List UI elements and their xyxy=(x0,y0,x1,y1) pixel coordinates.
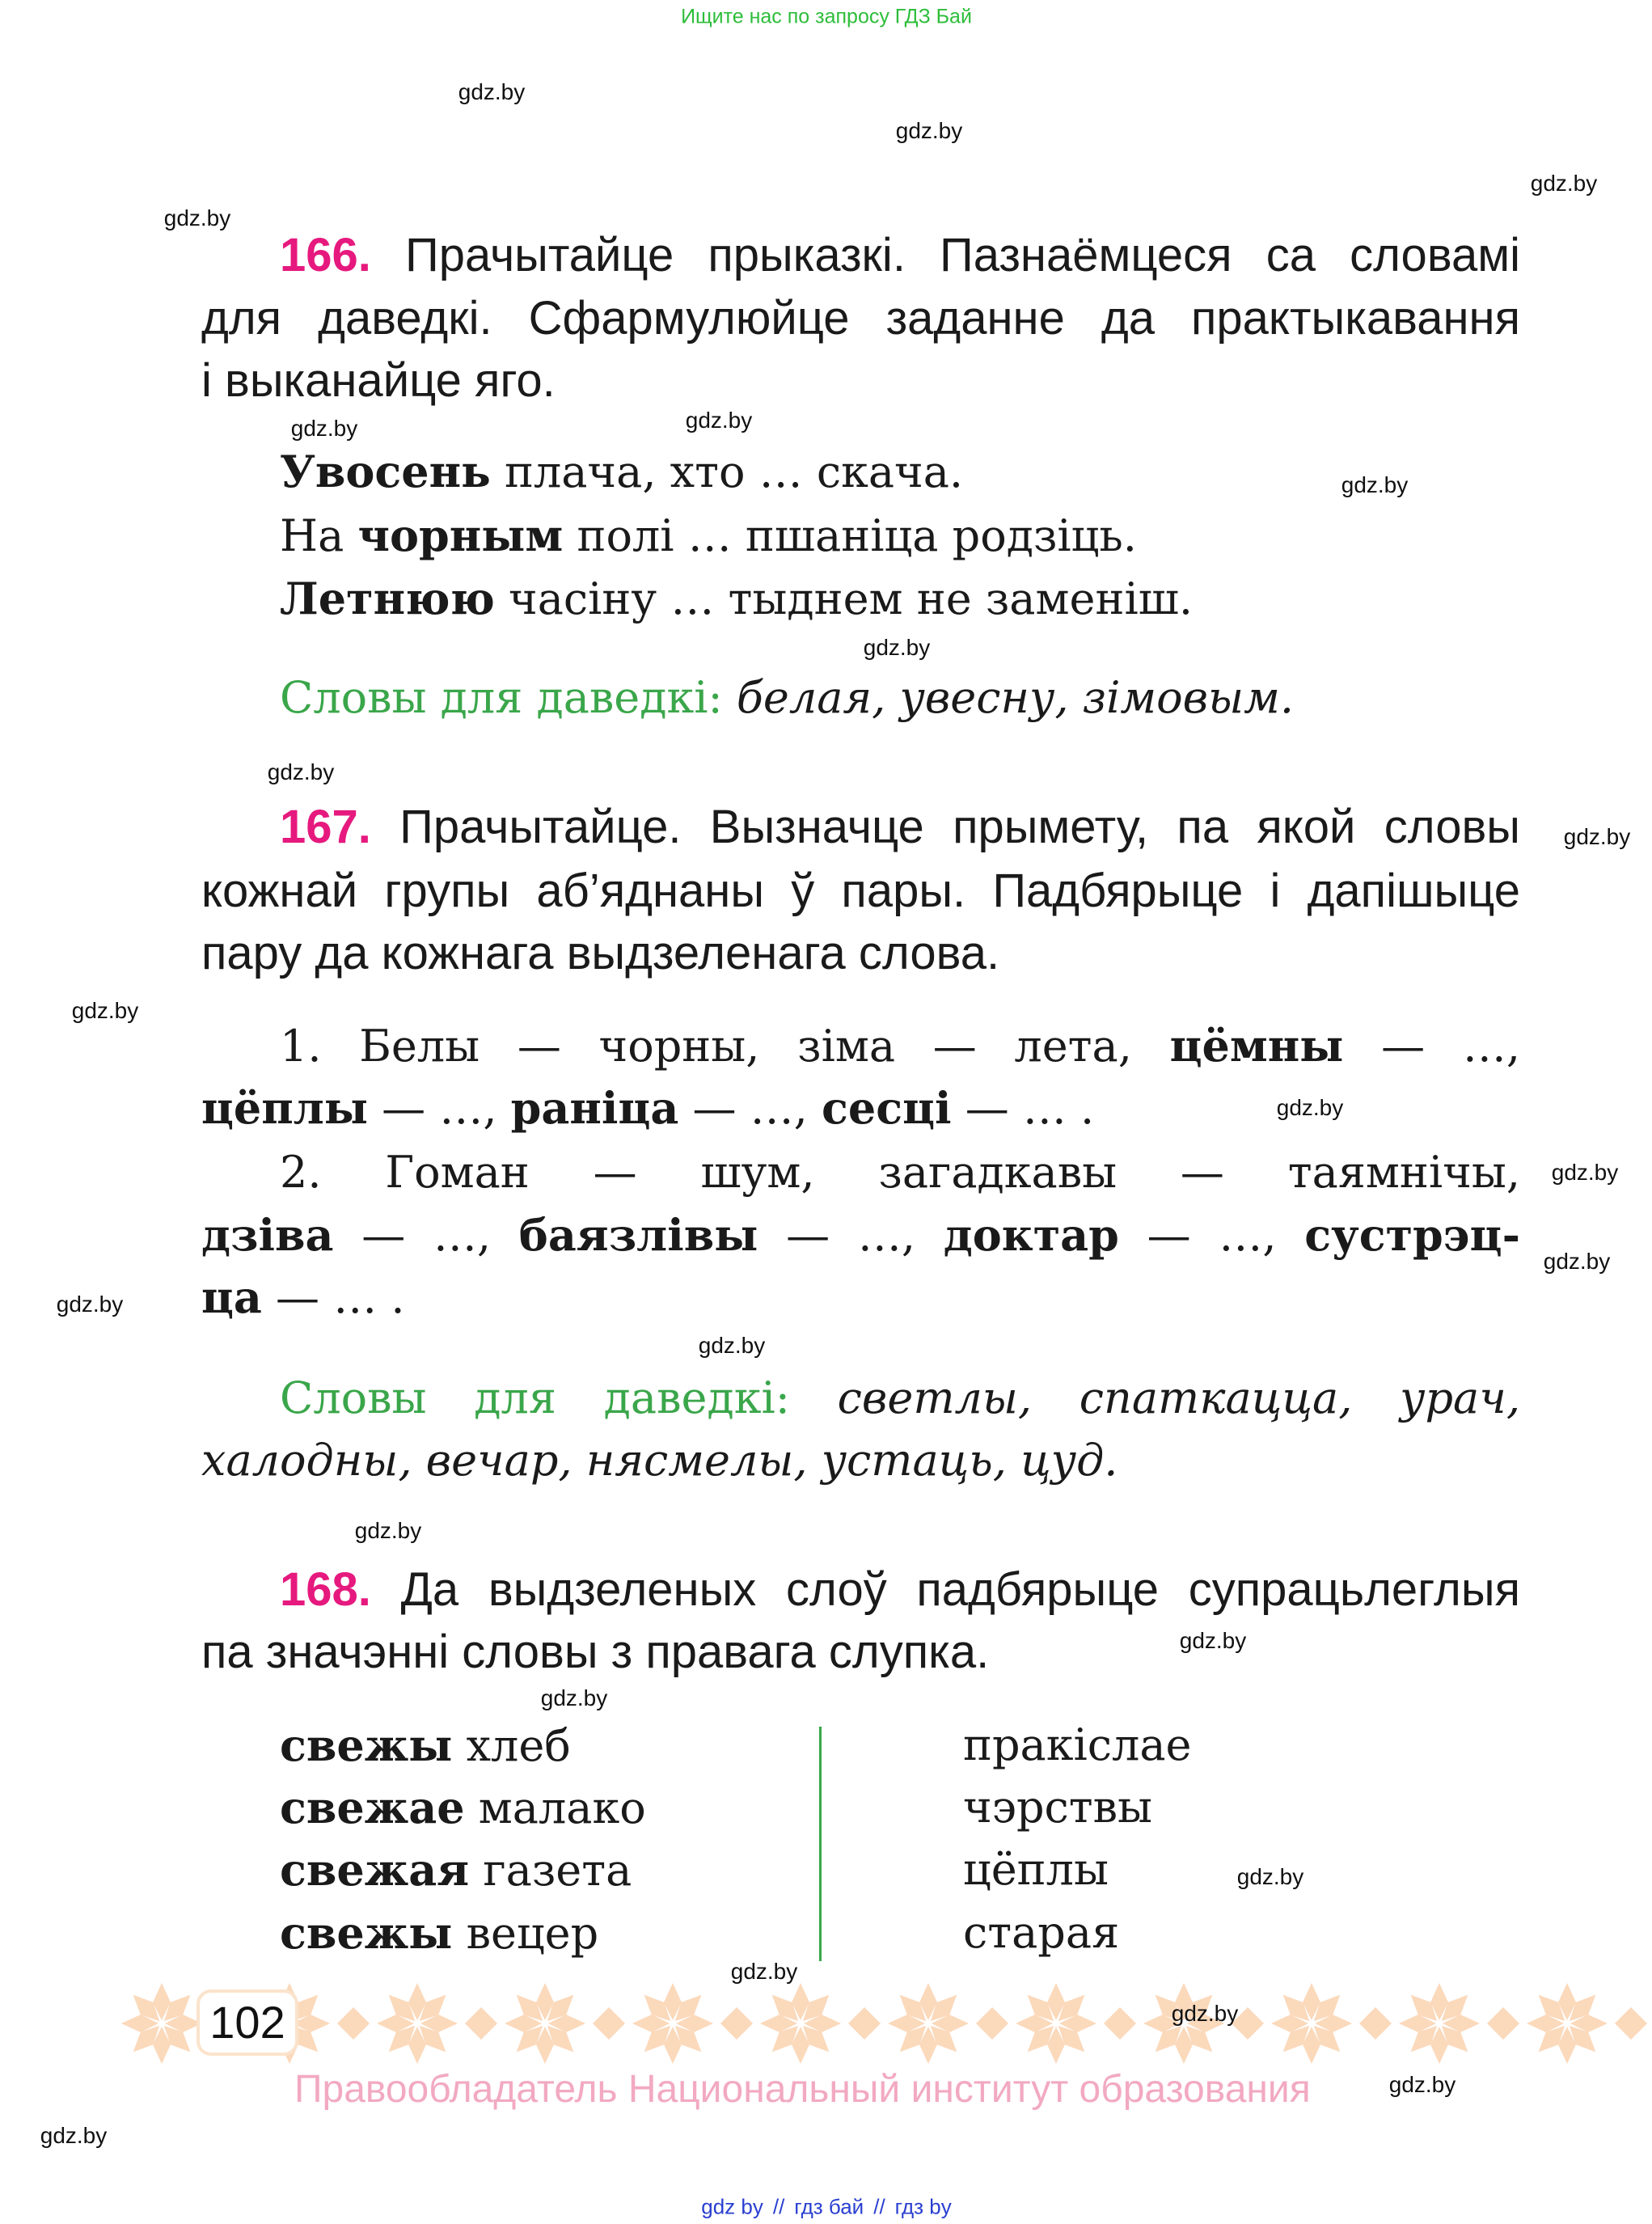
watermark-text: gdz.by xyxy=(354,1518,422,1543)
ornament-diamond-icon xyxy=(976,2007,1008,2040)
text-segment: — … . xyxy=(951,1083,1095,1134)
text-segment: — …, xyxy=(1118,1210,1305,1261)
watermark-text: gdz.by xyxy=(730,1959,798,1984)
reference-words-list: светлы, спаткацца, урач, xyxy=(789,1372,1520,1423)
highlighted-word: Увосень xyxy=(280,446,491,497)
ornament-diamond-icon xyxy=(337,2007,370,2040)
left-column-item xyxy=(280,1844,632,1896)
link-gdz-by[interactable]: gdz by xyxy=(701,2194,763,2219)
watermark-text: gdz.by xyxy=(40,2123,108,2148)
highlighted-word: сустрэц- xyxy=(1304,1209,1520,1261)
exercise-number: 167. xyxy=(280,801,371,853)
bottom-links xyxy=(696,2195,957,2220)
ornament-diamond-icon xyxy=(720,2007,753,2040)
right-column-item: старая xyxy=(963,1907,1120,1958)
word-pairs-line xyxy=(201,1271,405,1323)
reference-label: Словы для даведкі: xyxy=(280,672,723,723)
exercise-number: 168. xyxy=(280,1563,371,1616)
page-number: 102 xyxy=(196,1989,298,2056)
exercise-instruction-line: пару да кожнага выдзеленага слова. xyxy=(201,927,1000,979)
right-column-item: цёплы xyxy=(963,1844,1109,1895)
watermark-text: gdz.by xyxy=(698,1333,766,1358)
text-segment: газета xyxy=(469,1845,632,1896)
highlighted-word: свежая xyxy=(280,1844,470,1896)
ornament-star-icon xyxy=(632,1983,713,2064)
link-gdz-by-2[interactable]: гдз by xyxy=(894,2194,952,2219)
exercise-instruction-line: па значэнні словы з правага слупка. xyxy=(201,1626,990,1678)
text-segment: 2. Гоман — шум, загадкавы — таямнічы, xyxy=(280,1147,1520,1198)
ornament-star-icon xyxy=(888,1983,969,2064)
ornament-star-icon xyxy=(377,1983,458,2064)
separator: // xyxy=(873,2194,885,2219)
watermark-text: gdz.by xyxy=(1543,1249,1611,1274)
ornament-diamond-icon xyxy=(1487,2007,1519,2040)
watermark-text: gdz.by xyxy=(1171,2001,1239,2026)
exercise-instruction-line xyxy=(280,230,1520,281)
ornament-diamond-icon xyxy=(1615,2007,1647,2040)
ornament-star-icon xyxy=(1271,1983,1352,2064)
search-hint-banner: Ищите нас по запросу ГДЗ Бай xyxy=(681,5,972,28)
text-segment: полі … пшаніца родзіць. xyxy=(563,510,1137,561)
exercise-instruction-line: кожнай групы аб’яднаны ў пары. Падбярыце і дапішыце xyxy=(201,865,1520,917)
watermark-text: gdz.by xyxy=(71,998,139,1023)
exercise-instruction-line xyxy=(280,801,1520,853)
ornament-diamond-icon xyxy=(1104,2007,1136,2040)
highlighted-word: свежы xyxy=(280,1719,453,1771)
text-segment: — …, xyxy=(758,1210,944,1261)
highlighted-word: ца xyxy=(201,1271,262,1323)
instruction-text: Прачытайце. Вызначце прымету, па якой словы xyxy=(399,801,1520,853)
text-segment: хлеб xyxy=(452,1720,571,1771)
column-divider xyxy=(819,1727,822,1961)
ornament-diamond-icon xyxy=(593,2007,625,2040)
watermark-text: gdz.by xyxy=(863,635,931,660)
ornament-diamond-icon xyxy=(1359,2007,1392,2040)
watermark-text: gdz.by xyxy=(1563,824,1631,849)
text-segment: — …, xyxy=(1343,1021,1520,1072)
word-pairs-line xyxy=(201,1082,1094,1134)
text-segment: На xyxy=(280,510,358,561)
text-segment: вецер xyxy=(452,1908,599,1959)
word-pairs-line xyxy=(280,1147,1520,1199)
proverb-line xyxy=(280,573,1193,624)
left-column-item xyxy=(280,1782,646,1833)
text-segment: малако xyxy=(464,1782,646,1833)
exercise-instruction-line: для даведкі. Сфармулюйце заданне да практыкавання xyxy=(201,292,1520,345)
highlighted-word: чорным xyxy=(357,509,564,561)
ornament-diamond-icon xyxy=(465,2007,497,2040)
word-pairs-line xyxy=(280,1020,1520,1072)
reference-words-list: халодны, вечар, нясмелы, устаць, цуд. xyxy=(201,1435,1118,1486)
instruction-text: Да выдзеленых слоў падбярыце супрацьлеглыя xyxy=(400,1563,1520,1616)
text-segment: — …, xyxy=(367,1083,511,1134)
highlighted-word: свежае xyxy=(280,1782,465,1833)
right-column-item: чэрствы xyxy=(963,1782,1153,1833)
right-column-item: пракіслае xyxy=(963,1719,1192,1770)
instruction-text: Прачытайце прыказкі. Пазнаёмцеся са словамі xyxy=(405,229,1520,281)
watermark-text: gdz.by xyxy=(1388,2072,1456,2097)
watermark-text: gdz.by xyxy=(458,79,526,104)
proverb-line xyxy=(280,446,963,497)
word-pairs-line xyxy=(201,1209,1520,1261)
watermark-text: gdz.by xyxy=(1179,1628,1247,1653)
highlighted-word: свежы xyxy=(280,1907,453,1959)
watermark-text: gdz.by xyxy=(56,1292,124,1317)
watermark-text: gdz.by xyxy=(290,416,358,441)
separator: // xyxy=(772,2194,785,2219)
watermark-text: gdz.by xyxy=(1551,1160,1619,1185)
ornament-star-icon xyxy=(1527,1983,1608,2064)
watermark-text: gdz.by xyxy=(1236,1864,1304,1889)
ornament-star-icon xyxy=(121,1983,202,2064)
watermark-text: gdz.by xyxy=(267,759,335,784)
text-segment: — … . xyxy=(261,1272,405,1323)
ornament-star-icon xyxy=(505,1983,585,2064)
text-segment: 1. Белы — чорны, зіма — лета, xyxy=(280,1021,1170,1072)
watermark-text: gdz.by xyxy=(540,1685,608,1710)
watermark-text: gdz.by xyxy=(895,118,963,143)
reference-words xyxy=(280,672,1294,724)
highlighted-word: цёмны xyxy=(1169,1020,1344,1072)
ornament-star-icon xyxy=(1016,1983,1096,2064)
left-column-item xyxy=(280,1719,571,1771)
proverb-line xyxy=(280,509,1137,561)
highlighted-word: Летнюю xyxy=(280,573,495,624)
exercise-instruction-line: і выканайце яго. xyxy=(201,354,556,407)
reference-words xyxy=(280,1372,1520,1424)
text-segment: — …, xyxy=(333,1210,519,1261)
watermark-text: gdz.by xyxy=(685,408,753,433)
watermark-text: gdz.by xyxy=(1530,171,1598,196)
highlighted-word: раніца xyxy=(510,1082,679,1134)
text-segment: плача, хто … скача. xyxy=(490,446,964,497)
highlighted-word: сесці xyxy=(822,1082,952,1134)
left-column-item xyxy=(280,1907,598,1959)
watermark-text: gdz.by xyxy=(1276,1095,1344,1120)
ornament-diamond-icon xyxy=(848,2007,881,2040)
highlighted-word: доктар xyxy=(943,1209,1119,1261)
highlighted-word: цёплы xyxy=(201,1082,368,1134)
rights-holder-notice: Правообладатель Национальный институт образования xyxy=(294,2068,1311,2111)
ornament-star-icon xyxy=(760,1983,841,2064)
ornament-star-icon xyxy=(1399,1983,1480,2064)
highlighted-word: баязлівы xyxy=(518,1209,758,1261)
highlighted-word: дзіва xyxy=(201,1209,334,1261)
reference-label: Словы для даведкі: xyxy=(280,1372,790,1423)
link-gdz-bai[interactable]: гдз бай xyxy=(794,2194,864,2219)
text-segment: часіну … тыднем не заменіш. xyxy=(494,573,1194,624)
exercise-number: 166. xyxy=(280,229,371,281)
exercise-instruction-line xyxy=(280,1564,1520,1616)
text-segment: — …, xyxy=(678,1083,822,1134)
watermark-text: gdz.by xyxy=(1341,472,1409,497)
watermark-text: gdz.by xyxy=(163,205,231,230)
reference-words-list: белая, увесну, зімовым. xyxy=(722,672,1295,723)
